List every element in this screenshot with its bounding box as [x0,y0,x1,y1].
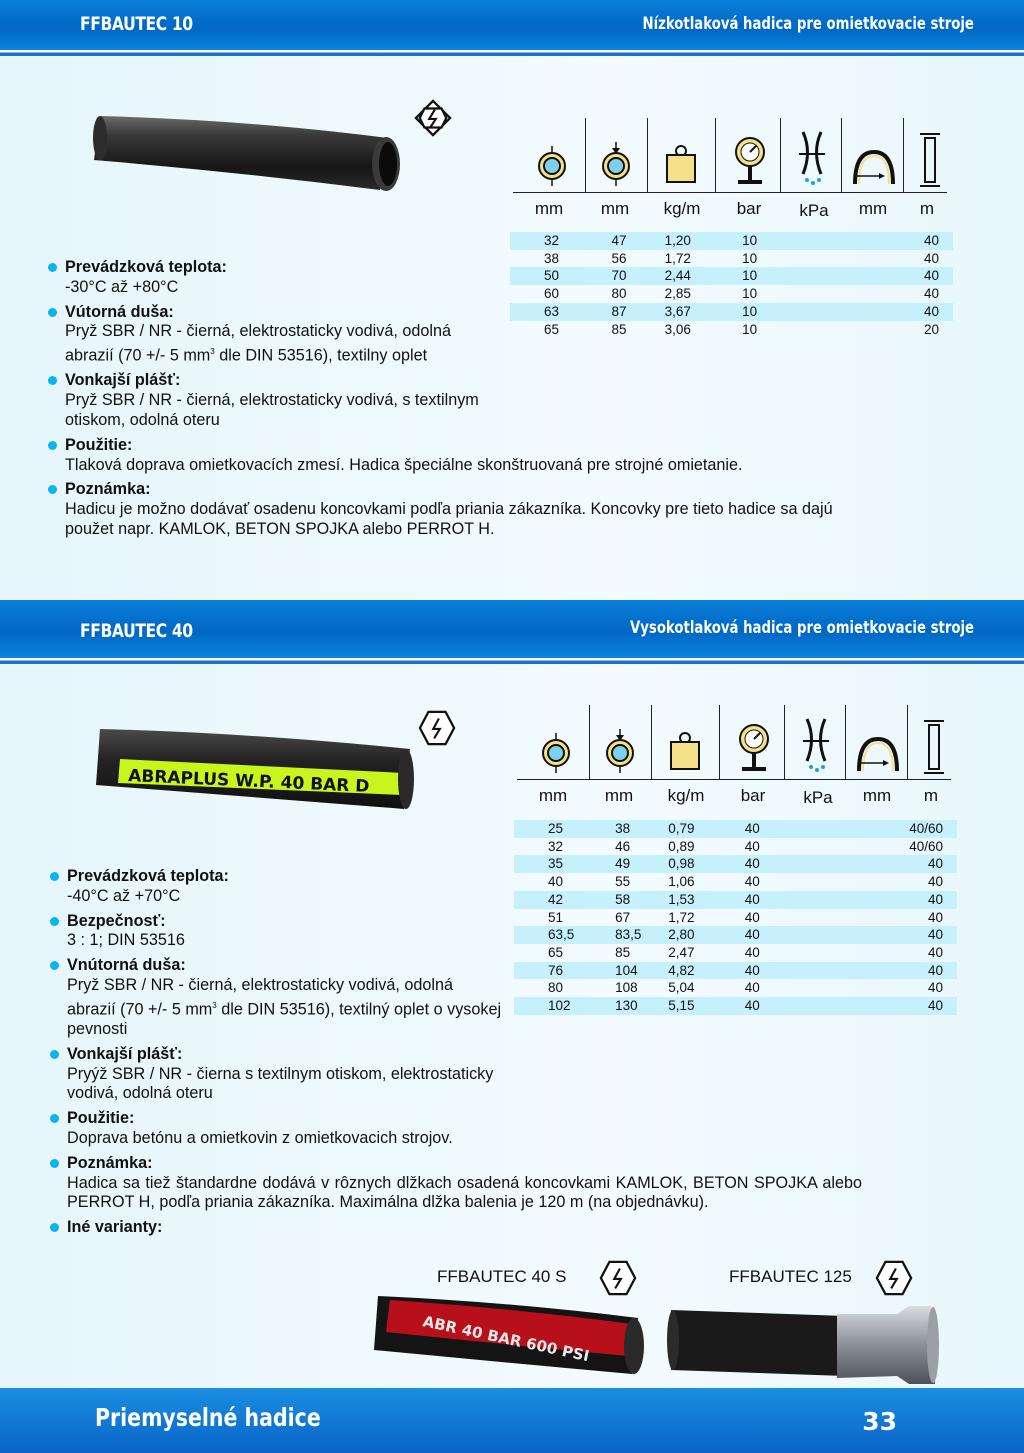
unit-od: mm [604,786,634,805]
table-cell: 10 [742,232,910,250]
unit-pressure: bar [736,199,762,218]
table-cell: 87 [611,303,664,321]
table-cell: 40 [744,909,760,925]
table-cell: 51 [548,909,564,925]
table-cell: 40/60 [909,820,957,838]
table-cell: 25 [514,820,615,838]
table-cell: 40 [745,997,909,1015]
spec-use: Použitie: Tlaková doprava omietkovacích zmesí. Hadica špeciálne skonštruovaná pre strojné omietanie. [48,436,848,476]
page-number: 33 [862,1407,897,1436]
section1-specs [48,258,848,540]
table-cell: 40 [744,838,760,854]
section2-units-row [517,786,951,808]
table-cell: 40/60 [909,838,943,854]
table-cell: 38 [544,250,560,266]
table-cell: 38 [615,820,668,838]
table-cell: 10 [742,303,910,321]
spec-inner-tube: Vútorná duša: Pryž SBR / NR - čierná, elektrostaticky vodivá, odolná abrazií (70 +/- 5 $mm^3$ dle DIN 53516), textilny oplet [48,303,848,367]
table-cell: 65 [544,321,560,337]
electrostatic-icon [418,709,456,747]
table-cell: 40 [923,286,939,302]
table-cell: 130 [615,997,668,1015]
bend-radius-icon [853,733,903,773]
table-cell: 32 [510,232,611,250]
table-cell: 3,67 [665,303,743,321]
table-cell: 108 [615,980,638,996]
table-cell: 40 [548,874,564,890]
table-cell: 40 [927,944,943,960]
unit-weight: kg/m [667,786,705,805]
table-cell: 1,72 [664,250,691,266]
table-cell: 76 [514,962,615,980]
table-cell: 47 [611,232,664,250]
unit-bend: mm [862,786,892,805]
section1-code: FFBAUTEC 10 [80,13,193,35]
pressure-gauge-icon [733,136,767,186]
table-cell: 60 [544,286,560,302]
weight-icon [667,731,703,771]
table-cell: 55 [615,874,631,890]
table-cell: 4,82 [668,962,744,980]
table-cell: 40 [927,874,943,890]
table-cell: 46 [615,838,631,854]
length-icon [921,719,947,775]
table-cell: 40 [744,874,760,890]
section2-code: FFBAUTEC 40 [80,620,193,642]
table-cell: 40 [909,962,957,980]
table-cell: 40 [909,891,957,909]
table-cell: 2,80 [668,926,744,944]
table-cell: 0,89 [668,838,695,854]
unit-bend: mm [858,199,888,218]
table-cell: 67 [615,909,631,925]
unit-length: m [919,199,935,218]
spec-safety: Bezpečnosť: 3 : 1; DIN 53516 [50,912,870,952]
table-cell: 40 [744,944,760,960]
electrostatic-icon [875,1259,913,1297]
vacuum-icon [797,130,827,188]
table-cell: 104 [615,962,668,980]
variant-label-125: FFBAUTEC 125 [729,1267,852,1286]
table-cell: 40 [910,232,953,250]
table-cell: 70 [611,267,664,285]
weight-icon [663,144,699,184]
table-cell: 1,06 [668,874,695,890]
hose-image-ffbautec-40 [92,725,422,815]
table-cell: 40 [745,891,909,909]
spec-temperature: Prevádzková teplota: -40°C až +70°C [50,867,870,907]
footer-title: Priemyselné hadice [95,1403,321,1432]
unit-od: mm [600,199,630,218]
table-cell: 10 [742,286,758,302]
bend-radius-icon [849,146,899,186]
spec-outer-cover: Vonkajší plášť: Pryž SBR / NR - čierná, elektrostaticky vodivá, s textilnym otiskom, odolná oteru [48,371,535,430]
spec-use: Použitie: Doprava betónu a omietkovin z omietkovacich strojov. [50,1109,870,1149]
table-cell: 40 [745,855,909,873]
table-cell: 5,04 [668,980,695,996]
hose-print-text: ABR 40 BAR 600 PSI [421,1312,591,1366]
table-cell: 2,47 [668,944,695,960]
outer-diameter-icon [603,729,637,773]
section2-icon-header [517,705,951,781]
table-cell: 40 [910,267,953,285]
vacuum-icon [801,717,831,775]
hose-image-ffbautec-125 [665,1300,945,1390]
table-cell: 58 [615,891,668,909]
table-cell: 40 [910,303,953,321]
table-cell: 2,44 [665,267,743,285]
spec-note: Poznámka: Hadica sa tiež štandardne dodává v rôznych dlžkach osadená koncovkami KAMLOK, BETON SPOJKA alebo PERROT H, podľa priania zákazníka. Maximálna dlžka balenia je 120 m (na objednávku). [50,1154,862,1213]
hose-print-text: ABRAPLUS W.P. 40 BAR D [127,766,370,797]
table-cell: 42 [514,891,615,909]
table-cell: 35 [514,855,615,873]
spec-temperature: Prevádzková teplota: -30°C až +80°C [48,258,848,298]
section2-header-line [0,658,1024,664]
spec-variants: Iné varianty: [50,1218,870,1238]
table-cell: 1,53 [668,891,744,909]
table-cell: 80 [611,286,627,302]
unit-length: m [923,786,939,805]
table-cell: 63,5 [514,926,615,944]
inner-diameter-icon [539,733,573,773]
table-cell: 49 [615,855,668,873]
table-cell: 40 [927,980,943,996]
spec-outer-cover: Vonkajší plášť: Pryýž SBR / NR - čierna s textilnym otiskom, elektrostaticky vodivá, odolná oteru [50,1045,537,1104]
table-cell: 40 [923,250,939,266]
table-cell: 80 [548,980,564,996]
table-cell: 40 [909,997,957,1015]
table-cell: 40 [745,962,909,980]
section2-title: Vysokotlaková hadica pre omietkovacie stroje [630,618,974,638]
table-cell: 2,85 [664,286,691,302]
inner-diameter-icon [535,146,569,186]
length-icon [917,132,943,188]
table-cell: 65 [548,944,564,960]
table-cell: 50 [510,267,611,285]
table-cell: 83,5 [615,926,668,944]
variant-label-40s: FFBAUTEC 40 S [437,1267,567,1286]
table-cell: 63 [510,303,611,321]
table-cell: 10 [742,321,758,337]
table-cell: 40 [745,820,909,838]
section1-units-row [513,199,947,221]
section1-icon-header [513,118,947,194]
unit-vacuum: kPa [799,201,829,220]
unit-id: mm [538,786,568,805]
table-cell: 40 [744,980,760,996]
unit-vacuum: kPa [803,788,833,807]
table-cell: 1,72 [668,909,695,925]
spec-inner-tube: Vnútorná duša: Pryž SBR / NR - čierná, elektrostaticky vodivá, odolná abrazií (70 +/- 5 $mm^3$ dle DIN 53516), textilný oplet o vysokej pevnosti [50,956,507,1040]
table-cell: 40 [927,909,943,925]
table-cell: 1,20 [665,232,743,250]
table-cell: 5,15 [668,997,744,1015]
table-cell: 85 [611,321,627,337]
table-cell: 10 [742,250,758,266]
table-cell: 40 [745,926,909,944]
table-cell: 56 [611,250,627,266]
section1-header-line [0,50,1024,56]
unit-pressure: bar [740,786,766,805]
unit-weight: kg/m [663,199,701,218]
table-cell: 3,06 [664,321,691,337]
electrostatic-icon [414,99,452,137]
table-row [510,232,953,250]
table-row [514,820,957,838]
unit-id: mm [534,199,564,218]
table-cell: 10 [742,267,910,285]
table-cell: 85 [615,944,631,960]
hose-image-ffbautec-40s [370,1290,650,1380]
table-row [514,838,957,856]
pressure-gauge-icon [737,723,771,773]
spec-note: Poznámka: Hadicu je možno dodávať osadenu koncovkami podľa priania zákazníka. Koncovky pre tieto hadice sa dajú použet napr. KAMLOK, BETON SPOJKA alebo PERROT H. [48,480,855,539]
section1-title: Nízkotlaková hadica pre omietkovacie stroje [642,14,974,34]
table-cell: 40 [909,926,957,944]
table-cell: 32 [548,838,564,854]
table-cell: 0,98 [668,855,744,873]
table-cell: 102 [514,997,615,1015]
outer-diameter-icon [599,142,633,186]
section2-specs [50,867,870,1238]
hose-image-ffbautec-10 [88,108,418,198]
table-cell: 20 [923,321,939,337]
table-cell: 40 [909,855,957,873]
table-cell: 0,79 [668,820,744,838]
